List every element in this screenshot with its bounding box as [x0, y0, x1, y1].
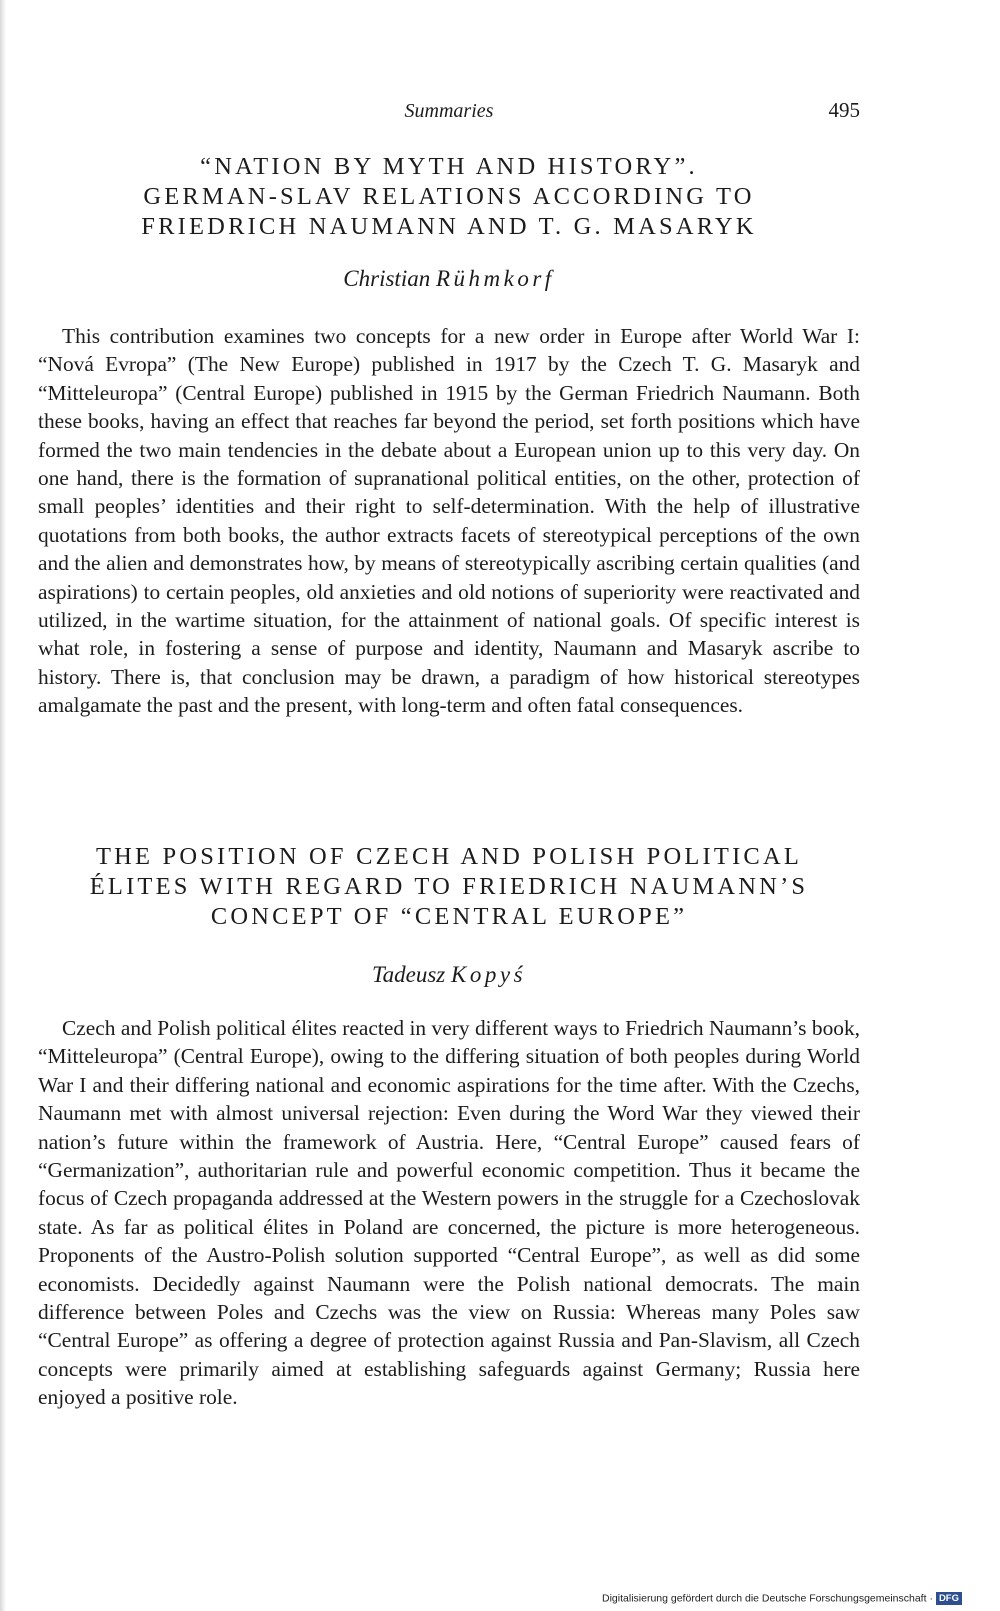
title-line: CONCEPT OF “CENTRAL EUROPE”: [210, 903, 688, 930]
article-abstract: This contribution examines two concepts for a new order in Europe after World War I: “Nová Evropa” (The New Europe) published in 1917 by the Czech T. G. Masaryk and “Mitteleuropa” (Central Europe) published in 1915 by the German Friedrich Naumann. Both these books, having an effect that reaches far beyond the period, set forth positions which have formed the two main tendencies in the debate about a European union up to this very day. On one hand, there is the formation of supranational political entities, on the other, protection of small peoples’ identities and their right to self-determination. With the help of illustrative quotations from both books, the author extracts facets of stereotypical perceptions of the own and the alien and demonstrates how, by means of stereotypically ascribing certain qualities (and aspirations) to certain peoples, old anxieties and old notions of superiority were reactivated and utilized, in the wartime situation, for the attainment of national goals. Of specific interest is what role, in fostering a sense of purpose and identity, Naumann and Masaryk ascribe to history. There is, that conclusion may be drawn, a paradigm of how historical stereotypes amalgamate the past and the present, with long-term and often fatal consequences.: [38, 324, 860, 718]
article-author: [38, 266, 860, 292]
title-line: “NATION BY MYTH AND HISTORY”.: [200, 153, 698, 180]
article-author: [38, 962, 860, 988]
title-line: THE POSITION OF CZECH AND POLISH POLITICAL: [95, 843, 803, 870]
credit-text: Digitalisierung gefördert durch die Deutsche Forschungsgemeinschaft ·: [602, 1592, 933, 1605]
title-line: FRIEDRICH NAUMANN AND T. G. MASARYK: [141, 213, 757, 240]
article-title: [38, 842, 860, 932]
page-gutter-shadow: [0, 0, 6, 1611]
article-title: [38, 152, 860, 242]
title-line: GERMAN-SLAV RELATIONS ACCORDING TO: [143, 183, 755, 210]
running-title: Summaries: [404, 100, 494, 122]
page-number: 495: [828, 98, 860, 122]
article-summary: [38, 152, 860, 720]
running-head: [38, 98, 860, 128]
digitization-credit: [602, 1592, 962, 1605]
article-abstract: Czech and Polish political élites reacted in very different ways to Friedrich Naumann’s book, “Mitteleuropa” (Central Europe), owing to the differing situation of both peoples during World War I and their differing national and economic aspirations for the time after. With the Czechs, Naumann met with almost universal rejection: Even during the Word War they viewed their nation’s future within the framework of Austria. Here, “Central Europe” caused fears of “Germanization”, authoritarian rule and powerful economic competition. Thus it became the focus of Czech propaganda addressed at the Western powers in the struggle for a Czechoslovak state. As far as political élites in Poland are concerned, the picture is more heterogeneous. Proponents of the Austro-Polish solution supported “Central Europe”, as well as did some economists. Decidedly against Naumann were the Polish national democrats. The main difference between Poles and Czechs was the view on Russia: Whereas many Poles saw “Central Europe” as offering a degree of protection against Russia and Pan-Slavism, all Czech concepts were primarily aimed at establishing safeguards against Germany; Russia here enjoyed a positive role.: [38, 1016, 860, 1410]
article-summary: [38, 842, 860, 1412]
author-given-name: Christian: [343, 266, 431, 291]
title-line: ÉLITES WITH REGARD TO FRIEDRICH NAUMANN’S: [89, 873, 809, 900]
author-surname: Kopyś: [451, 962, 527, 987]
author-surname: Rühmkorf: [435, 266, 555, 291]
dfg-logo: DFG: [936, 1592, 962, 1605]
author-given-name: Tadeusz: [371, 962, 446, 987]
